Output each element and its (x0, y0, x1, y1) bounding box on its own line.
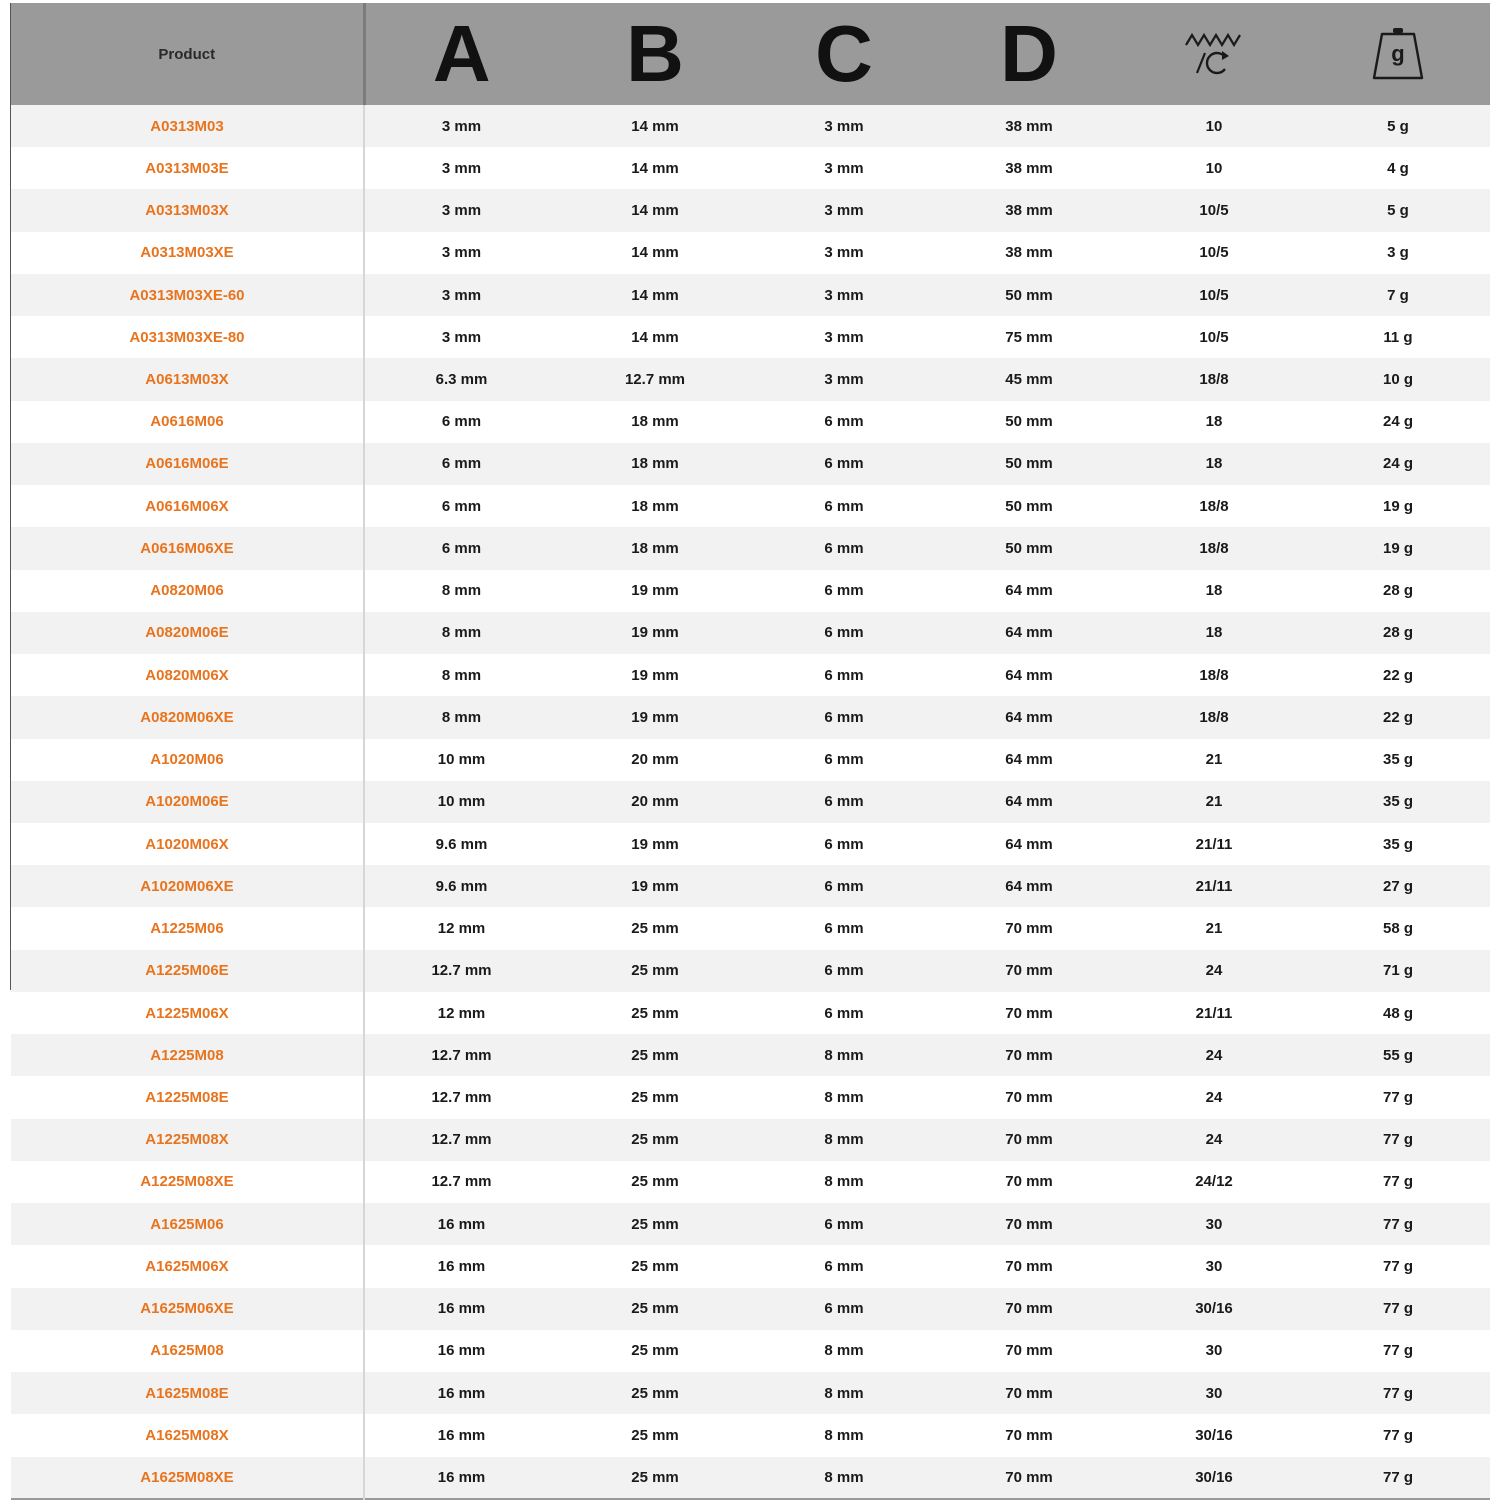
cell-dimension-c: 6 mm (824, 582, 864, 600)
cell-dimension-a: 6.3 mm (435, 371, 488, 389)
cell-weight: 24 g (1382, 455, 1413, 473)
cell-dimension-a: 8 mm (441, 582, 482, 600)
cell-dimension-b: 19 mm (631, 835, 679, 853)
cell-dimension-b: 25 mm (631, 1426, 679, 1444)
cell-product[interactable]: A1625M08E (11, 1372, 364, 1414)
cell-weight: 4 g (1387, 159, 1409, 177)
cell-dimension-c: 6 mm (824, 793, 864, 811)
table-row (11, 1457, 1490, 1500)
cell-dimension-a: 12 mm (437, 1004, 486, 1022)
cell-product[interactable]: A1625M08 (11, 1330, 364, 1372)
cell-dimension-d: 64 mm (1005, 582, 1053, 600)
table-row (11, 781, 1490, 823)
cell-product[interactable]: A1225M06X (11, 992, 364, 1034)
cell-dimension-c: 6 mm (824, 877, 864, 895)
cell-dimension-c: 6 mm (824, 1257, 864, 1275)
cell-weight: 28 g (1382, 624, 1413, 642)
cell-dimension-b: 25 mm (631, 1342, 679, 1360)
cell-product[interactable]: A0616M06X (11, 485, 364, 527)
weight-icon (1368, 24, 1428, 84)
cell-dimension-b: 18 mm (631, 455, 679, 473)
header-teeth (1122, 3, 1306, 105)
cell-dimension-b: 25 mm (631, 920, 679, 938)
cell-weight: 19 g (1382, 539, 1413, 557)
table-row (11, 992, 1490, 1034)
cell-weight: 77 g (1382, 1257, 1413, 1275)
cell-weight: 48 g (1382, 1004, 1413, 1022)
cell-dimension-c: 6 mm (824, 1215, 864, 1233)
cell-product[interactable]: A1225M06 (11, 907, 364, 949)
cell-weight: 27 g (1382, 877, 1413, 895)
cell-teeth: 18 (1205, 455, 1223, 473)
header-dimension-a: A (432, 9, 491, 98)
cell-dimension-c: 3 mm (824, 244, 864, 262)
cell-dimension-a: 3 mm (441, 202, 482, 220)
cell-dimension-a: 9.6 mm (435, 877, 488, 895)
cell-teeth: 21/11 (1195, 835, 1233, 853)
cell-teeth: 18/8 (1199, 497, 1229, 515)
cell-dimension-a: 9.6 mm (435, 835, 488, 853)
cell-dimension-d: 70 mm (1005, 1300, 1053, 1318)
header-dimension-b: B (626, 9, 684, 98)
table-row (11, 105, 1490, 147)
cell-product[interactable]: A1020M06XE (11, 865, 364, 907)
cell-weight: 28 g (1382, 582, 1413, 600)
table-row (11, 1414, 1490, 1456)
cell-product[interactable]: A0313M03 (11, 105, 364, 147)
cell-dimension-b: 19 mm (631, 582, 679, 600)
table-row (11, 1076, 1490, 1118)
cell-dimension-a: 3 mm (441, 159, 482, 177)
cell-dimension-b: 19 mm (631, 708, 679, 726)
cell-dimension-d: 70 mm (1005, 1257, 1053, 1275)
cell-dimension-c: 6 mm (824, 708, 864, 726)
cell-product[interactable]: A1225M08XE (11, 1161, 364, 1203)
cell-dimension-c: 8 mm (824, 1384, 864, 1402)
table-row (11, 950, 1490, 992)
cell-product[interactable]: A1225M08X (11, 1119, 364, 1161)
cell-weight: 24 g (1382, 413, 1413, 431)
cell-weight: 77 g (1382, 1215, 1413, 1233)
cell-dimension-b: 25 mm (631, 1257, 679, 1275)
cell-dimension-c: 8 mm (824, 1046, 864, 1064)
cell-product[interactable]: A1625M06XE (11, 1288, 364, 1330)
cell-dimension-c: 6 mm (824, 835, 864, 853)
cell-teeth: 21/11 (1195, 1004, 1233, 1022)
cell-weight: 5 g (1387, 117, 1409, 135)
cell-dimension-d: 38 mm (1005, 117, 1053, 135)
cell-dimension-b: 25 mm (631, 1468, 679, 1486)
cell-dimension-c: 3 mm (824, 117, 864, 135)
cell-dimension-d: 38 mm (1005, 159, 1053, 177)
header-product: Product (11, 3, 364, 105)
cell-dimension-d: 64 mm (1005, 793, 1053, 811)
cell-dimension-b: 25 mm (631, 1384, 679, 1402)
cell-dimension-c: 6 mm (824, 455, 864, 473)
table-row (11, 189, 1490, 231)
cell-weight: 3 g (1387, 244, 1409, 262)
table-row (11, 274, 1490, 316)
cell-dimension-b: 14 mm (631, 328, 679, 346)
cell-product[interactable]: A0616M06 (11, 401, 364, 443)
table-row (11, 1161, 1490, 1203)
cell-weight: 77 g (1382, 1426, 1413, 1444)
cell-dimension-a: 16 mm (437, 1384, 486, 1402)
cell-product[interactable]: A0313M03XE (11, 232, 364, 274)
cell-product[interactable]: A0616M06XE (11, 527, 364, 569)
cell-dimension-d: 45 mm (1005, 371, 1053, 389)
cell-teeth: 10/5 (1199, 244, 1229, 262)
cell-dimension-c: 6 mm (824, 497, 864, 515)
cell-weight: 5 g (1387, 202, 1409, 220)
cell-dimension-d: 70 mm (1005, 1004, 1053, 1022)
table-row (11, 147, 1490, 189)
cell-dimension-d: 50 mm (1005, 286, 1053, 304)
cell-teeth: 18/8 (1199, 708, 1229, 726)
cell-dimension-c: 3 mm (824, 371, 864, 389)
table-row (11, 823, 1490, 865)
cell-weight: 77 g (1382, 1089, 1413, 1106)
cell-teeth: 30 (1205, 1257, 1223, 1275)
table-row (11, 739, 1490, 781)
cell-dimension-d: 70 mm (1005, 1468, 1053, 1486)
cell-dimension-b: 18 mm (631, 539, 679, 557)
cell-dimension-d: 70 mm (1005, 920, 1053, 938)
cell-weight: 77 g (1382, 1384, 1413, 1402)
cell-dimension-c: 6 mm (824, 1300, 864, 1318)
header-dimension-d: D (1000, 9, 1058, 98)
cell-weight: 77 g (1382, 1173, 1413, 1191)
cell-teeth: 24 (1205, 962, 1223, 980)
table-row (11, 1330, 1490, 1372)
cell-dimension-d: 64 mm (1005, 835, 1053, 853)
table-header (11, 3, 1490, 105)
cell-weight: 55 g (1382, 1046, 1413, 1064)
cell-weight: 10 g (1382, 371, 1413, 389)
table-row (11, 232, 1490, 274)
cell-dimension-d: 75 mm (1005, 328, 1053, 346)
cell-dimension-c: 6 mm (824, 1004, 864, 1022)
table-row (11, 1119, 1490, 1161)
cell-dimension-a: 6 mm (441, 497, 482, 515)
cell-dimension-a: 12.7 mm (431, 1046, 492, 1064)
table-row (11, 1203, 1490, 1245)
cell-dimension-d: 50 mm (1005, 539, 1053, 557)
cell-product[interactable]: A0820M06 (11, 570, 364, 612)
cell-dimension-a: 6 mm (441, 455, 482, 473)
cell-dimension-d: 70 mm (1005, 1426, 1053, 1444)
cell-weight: 77 g (1382, 1468, 1413, 1486)
cell-dimension-a: 16 mm (437, 1300, 486, 1318)
cell-dimension-b: 14 mm (631, 117, 679, 135)
cell-product[interactable]: A1625M08X (11, 1414, 364, 1456)
cell-dimension-c: 6 mm (824, 962, 864, 980)
cell-product[interactable]: A0820M06E (11, 612, 364, 654)
product-spec-table (11, 3, 1490, 1500)
cell-dimension-b: 19 mm (631, 624, 679, 642)
cell-weight: 35 g (1382, 835, 1413, 853)
cell-dimension-c: 8 mm (824, 1468, 864, 1486)
cell-dimension-c: 6 mm (824, 751, 864, 769)
cell-dimension-b: 18 mm (631, 497, 679, 515)
cell-product[interactable]: A1020M06 (11, 739, 364, 781)
cell-dimension-d: 38 mm (1005, 244, 1053, 262)
cell-teeth: 30/16 (1195, 1468, 1233, 1486)
cell-teeth: 21 (1205, 793, 1223, 811)
cell-dimension-b: 18 mm (631, 413, 679, 431)
cell-weight: 19 g (1382, 497, 1413, 515)
cell-product[interactable]: A0616M06E (11, 443, 364, 485)
cell-product[interactable]: A1625M06X (11, 1245, 364, 1287)
cell-dimension-a: 3 mm (441, 286, 482, 304)
cell-teeth: 21/11 (1195, 877, 1233, 895)
cell-dimension-c: 8 mm (824, 1131, 864, 1149)
cell-dimension-b: 25 mm (631, 1215, 679, 1233)
cell-dimension-c: 6 mm (824, 624, 864, 642)
header-weight (1306, 3, 1490, 105)
cell-teeth: 21 (1205, 751, 1223, 769)
cell-product[interactable]: A0820M06X (11, 654, 364, 696)
cell-product[interactable]: A1020M06E (11, 781, 364, 823)
cell-product[interactable]: A1020M06X (11, 823, 364, 865)
cell-teeth: 18/8 (1199, 666, 1229, 684)
cell-dimension-b: 20 mm (631, 751, 679, 769)
table-row (11, 1288, 1490, 1330)
cell-dimension-d: 70 mm (1005, 1342, 1053, 1360)
table-row (11, 696, 1490, 738)
cell-dimension-a: 10 mm (437, 793, 486, 811)
cell-dimension-c: 8 mm (824, 1089, 864, 1106)
cell-product[interactable]: A1225M08E (11, 1076, 364, 1118)
cell-product[interactable]: A0820M06XE (11, 696, 364, 738)
cell-dimension-c: 6 mm (824, 539, 864, 557)
table-row (11, 865, 1490, 907)
cell-dimension-a: 16 mm (437, 1468, 486, 1486)
cell-dimension-a: 12.7 mm (431, 1131, 492, 1149)
cell-dimension-a: 12.7 mm (431, 962, 492, 980)
cell-weight: 58 g (1382, 920, 1413, 938)
cell-dimension-c: 3 mm (824, 286, 864, 304)
cell-teeth: 18/8 (1199, 371, 1229, 389)
cell-dimension-a: 16 mm (437, 1426, 486, 1444)
table-row (11, 612, 1490, 654)
cell-weight: 22 g (1382, 666, 1413, 684)
cell-dimension-c: 3 mm (824, 159, 864, 177)
table-row (11, 654, 1490, 696)
table-row (11, 485, 1490, 527)
cell-teeth: 30 (1205, 1215, 1223, 1233)
cell-dimension-b: 20 mm (631, 793, 679, 811)
cell-teeth: 30 (1205, 1342, 1223, 1360)
cell-dimension-d: 64 mm (1005, 751, 1053, 769)
table-row (11, 1372, 1490, 1414)
cell-dimension-a: 3 mm (441, 117, 482, 135)
cell-product[interactable]: A0313M03E (11, 147, 364, 189)
cell-dimension-b: 14 mm (631, 159, 679, 177)
cell-dimension-d: 70 mm (1005, 1089, 1053, 1106)
cell-product[interactable]: A0613M03X (11, 358, 364, 400)
cell-dimension-b: 14 mm (631, 286, 679, 304)
cell-dimension-a: 12 mm (437, 920, 486, 938)
cell-dimension-a: 10 mm (437, 751, 486, 769)
cell-dimension-a: 6 mm (441, 413, 482, 431)
cell-teeth: 10/5 (1199, 286, 1229, 304)
cell-dimension-d: 64 mm (1005, 708, 1053, 726)
cell-dimension-a: 12.7 mm (431, 1089, 492, 1106)
cell-teeth: 10/5 (1199, 328, 1229, 346)
table-row (11, 401, 1490, 443)
cell-product[interactable]: A0313M03XE-80 (11, 316, 364, 358)
cell-teeth: 10 (1205, 117, 1223, 135)
table-row (11, 570, 1490, 612)
table-row (11, 316, 1490, 358)
table-body (11, 105, 1490, 1499)
header-dimension-c: C (815, 9, 873, 98)
cell-weight: 77 g (1382, 1342, 1413, 1360)
cell-weight: 11 g (1383, 328, 1413, 346)
cell-dimension-b: 19 mm (631, 877, 679, 895)
cell-teeth: 24 (1205, 1089, 1223, 1106)
cell-teeth: 18 (1205, 582, 1223, 600)
cell-dimension-b: 25 mm (631, 1173, 679, 1191)
table-row (11, 358, 1490, 400)
svg-text:g: g (1391, 41, 1405, 66)
cell-dimension-a: 6 mm (441, 539, 482, 557)
cell-teeth: 18 (1205, 413, 1223, 431)
cell-teeth: 30/16 (1195, 1300, 1233, 1318)
cell-teeth: 18/8 (1199, 539, 1229, 557)
cell-weight: 35 g (1382, 793, 1413, 811)
cell-dimension-b: 14 mm (631, 202, 679, 220)
cell-dimension-a: 8 mm (441, 708, 482, 726)
cell-dimension-a: 3 mm (441, 328, 482, 346)
cell-product[interactable]: A0313M03X (11, 189, 364, 231)
cell-dimension-a: 16 mm (437, 1215, 486, 1233)
cell-teeth: 24 (1205, 1131, 1223, 1149)
cell-teeth: 24/12 (1195, 1173, 1233, 1191)
cell-dimension-a: 3 mm (441, 244, 482, 262)
cell-product[interactable]: A1225M06E (11, 950, 364, 992)
cell-product[interactable]: A1225M08 (11, 1034, 364, 1076)
cell-dimension-d: 50 mm (1005, 497, 1053, 515)
cell-product[interactable]: A0313M03XE-60 (11, 274, 364, 316)
table-row (11, 527, 1490, 569)
cell-teeth: 24 (1205, 1046, 1223, 1064)
cell-dimension-a: 8 mm (441, 666, 482, 684)
cell-dimension-c: 6 mm (824, 920, 864, 938)
cell-dimension-d: 70 mm (1005, 1173, 1053, 1191)
table-row (11, 1034, 1490, 1076)
cell-dimension-d: 70 mm (1005, 1215, 1053, 1233)
cell-dimension-d: 50 mm (1005, 413, 1053, 431)
cell-dimension-b: 12.7 mm (624, 371, 686, 389)
cell-teeth: 10/5 (1199, 202, 1229, 220)
cell-dimension-d: 70 mm (1005, 1384, 1053, 1402)
cell-dimension-d: 70 mm (1005, 1046, 1053, 1064)
cell-dimension-a: 16 mm (437, 1342, 486, 1360)
cell-dimension-d: 64 mm (1005, 666, 1053, 684)
cell-weight: 22 g (1382, 708, 1413, 726)
cell-teeth: 30/16 (1195, 1426, 1233, 1444)
cell-dimension-c: 6 mm (824, 666, 864, 684)
cell-dimension-a: 12.7 mm (431, 1173, 492, 1191)
cell-dimension-c: 8 mm (824, 1173, 864, 1191)
cell-dimension-c: 6 mm (824, 413, 864, 431)
cell-dimension-d: 64 mm (1005, 624, 1053, 642)
cell-dimension-c: 3 mm (824, 202, 864, 220)
cell-dimension-b: 25 mm (631, 1089, 679, 1106)
cell-product[interactable]: A1625M08XE (11, 1457, 364, 1500)
cell-product[interactable]: A1625M06 (11, 1203, 364, 1245)
cell-dimension-d: 38 mm (1005, 202, 1053, 220)
cell-teeth: 30 (1205, 1384, 1223, 1402)
table-row (11, 443, 1490, 485)
cell-dimension-b: 25 mm (631, 962, 679, 980)
cell-teeth: 21 (1205, 920, 1223, 938)
cell-dimension-b: 19 mm (631, 666, 679, 684)
table-row (11, 907, 1490, 949)
cell-teeth: 10 (1205, 159, 1223, 177)
cell-weight: 35 g (1382, 751, 1413, 769)
table-row (11, 1245, 1490, 1287)
cell-dimension-d: 70 mm (1005, 1131, 1053, 1149)
cell-dimension-b: 25 mm (631, 1131, 679, 1149)
cell-dimension-a: 8 mm (441, 624, 482, 642)
cell-weight: 71 g (1382, 962, 1413, 980)
cell-dimension-b: 25 mm (631, 1046, 679, 1064)
cell-dimension-d: 70 mm (1005, 962, 1053, 980)
cell-dimension-b: 14 mm (631, 244, 679, 262)
teeth-count-icon (1183, 29, 1245, 79)
cell-dimension-d: 64 mm (1005, 877, 1053, 895)
cell-dimension-b: 25 mm (631, 1300, 679, 1318)
header-row (11, 3, 1490, 105)
cell-teeth: 18 (1205, 624, 1223, 642)
cell-weight: 7 g (1387, 286, 1409, 304)
cell-dimension-c: 8 mm (824, 1342, 864, 1360)
cell-dimension-a: 16 mm (437, 1257, 486, 1275)
cell-dimension-c: 8 mm (824, 1426, 864, 1444)
cell-dimension-c: 3 mm (824, 328, 864, 346)
cell-weight: 77 g (1382, 1300, 1413, 1318)
cell-dimension-b: 25 mm (631, 1004, 679, 1022)
cell-weight: 77 g (1382, 1131, 1413, 1149)
cell-dimension-d: 50 mm (1005, 455, 1053, 473)
